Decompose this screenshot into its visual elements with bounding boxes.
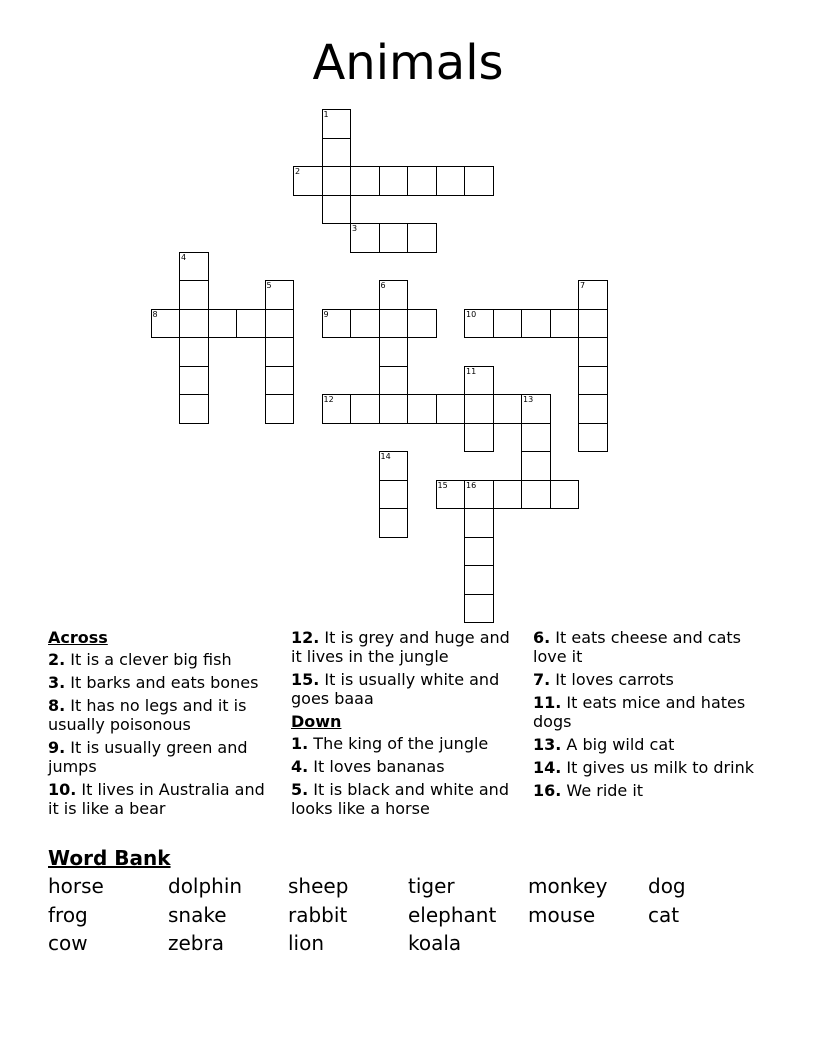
grid-cell[interactable]	[179, 337, 209, 367]
grid-cell[interactable]	[265, 366, 295, 396]
clue-number: 7	[580, 281, 586, 290]
grid-cell[interactable]	[436, 166, 466, 196]
clue-number: 16	[466, 480, 477, 490]
grid-cell[interactable]	[350, 166, 380, 196]
grid-cell[interactable]	[550, 309, 580, 339]
word-bank-item: cat	[648, 903, 680, 927]
grid-cell[interactable]	[521, 480, 551, 510]
grid-cell[interactable]	[179, 309, 209, 339]
down-heading: Down	[291, 712, 342, 731]
word-bank-item: mouse	[528, 903, 596, 927]
grid-cell[interactable]	[265, 394, 295, 424]
grid-cell[interactable]	[322, 195, 352, 225]
clue-item-number: 13.	[533, 735, 562, 754]
clue-item	[48, 738, 270, 776]
grid-cell[interactable]	[379, 309, 409, 339]
clues-column-3	[533, 628, 763, 804]
clue-number: 2	[295, 167, 301, 176]
word-bank-item: cow	[48, 931, 88, 955]
grid-cell[interactable]	[578, 366, 608, 396]
clue-number: 5	[266, 281, 272, 290]
grid-cell[interactable]	[464, 537, 494, 567]
grid-cell[interactable]	[179, 366, 209, 396]
word-bank-item: monkey	[528, 874, 608, 898]
grid-cell[interactable]	[407, 166, 437, 196]
grid-cell[interactable]	[436, 394, 466, 424]
clue-item-text: It is usually white and goes baaa	[291, 670, 500, 708]
clue-number: 6	[380, 281, 386, 290]
clue-number: 10	[466, 309, 477, 319]
across-heading: Across	[48, 628, 108, 647]
page-title: Animals	[312, 35, 504, 91]
grid-cell[interactable]	[265, 309, 295, 339]
clue-item-number: 4.	[291, 757, 309, 776]
word-bank-item: elephant	[408, 903, 497, 927]
clue-item-number: 11.	[533, 693, 562, 712]
clue-number: 11	[466, 366, 477, 376]
grid-cell[interactable]	[407, 309, 437, 339]
clue-item-number: 12.	[291, 628, 320, 647]
clue-item-number: 10.	[48, 780, 77, 799]
clue-item	[533, 758, 763, 777]
clue-item-text: It loves carrots	[550, 670, 674, 689]
grid-cell[interactable]	[179, 280, 209, 310]
grid-cell[interactable]	[464, 565, 494, 595]
clue-item	[48, 696, 270, 734]
grid-cell[interactable]	[379, 337, 409, 367]
grid-cell[interactable]	[521, 423, 551, 453]
grid-cell[interactable]	[322, 166, 352, 196]
clue-item-text: It is a clever big fish	[65, 650, 232, 669]
clue-item	[291, 670, 519, 708]
word-bank-item: frog	[48, 903, 88, 927]
clue-item-number: 8.	[48, 696, 66, 715]
clue-item-number: 16.	[533, 781, 562, 800]
clue-item	[533, 781, 763, 800]
clue-item-text: It loves bananas	[308, 757, 445, 776]
clue-item-number: 14.	[533, 758, 562, 777]
grid-cell[interactable]	[379, 394, 409, 424]
grid-cell[interactable]	[208, 309, 238, 339]
clue-number: 12	[323, 395, 334, 404]
clues-column-2	[291, 628, 519, 822]
clue-item-text: It eats cheese and cats love it	[533, 628, 742, 666]
grid-cell[interactable]	[464, 423, 494, 453]
grid-cell[interactable]	[179, 394, 209, 424]
word-bank-item: horse	[48, 874, 104, 898]
word-bank-item: snake	[168, 903, 227, 927]
clue-item	[533, 693, 763, 731]
word-bank-item: koala	[408, 931, 462, 955]
clue-item-text: It has no legs and it is usually poisonous	[48, 696, 247, 734]
grid-cell[interactable]	[578, 309, 608, 339]
grid-cell[interactable]	[265, 337, 295, 367]
word-bank-item: tiger	[408, 874, 455, 898]
word-bank-item: sheep	[288, 874, 349, 898]
word-bank-item: dog	[648, 874, 686, 898]
grid-cell[interactable]	[464, 508, 494, 538]
clue-item-text: It is grey and huge and it lives in the jungle	[291, 628, 510, 666]
grid-cell[interactable]	[464, 594, 494, 624]
grid-cell[interactable]	[578, 423, 608, 453]
grid-cell[interactable]	[379, 366, 409, 396]
grid-cell[interactable]	[407, 394, 437, 424]
clue-item	[533, 735, 763, 754]
clue-item	[291, 780, 519, 818]
clue-number: 4	[181, 252, 187, 262]
word-bank-item: lion	[288, 931, 325, 955]
clue-number: 8	[152, 309, 158, 319]
clue-item	[533, 670, 763, 689]
clue-item	[48, 673, 270, 692]
grid-cell[interactable]	[578, 394, 608, 424]
clue-item	[48, 650, 270, 669]
grid-cell[interactable]	[550, 480, 580, 510]
clue-number: 13	[523, 395, 534, 404]
clue-number: 15	[437, 480, 448, 490]
word-bank-item: zebra	[168, 931, 224, 955]
clue-item-number: 2.	[48, 650, 66, 669]
grid-cell[interactable]	[379, 166, 409, 196]
clue-item-text: It is black and white and looks like a horse	[291, 780, 509, 818]
clue-item-number: 1.	[291, 734, 309, 753]
clue-item-text: The king of the jungle	[308, 734, 489, 753]
clue-item	[533, 628, 763, 666]
word-bank-title: Word Bank	[48, 846, 171, 870]
grid-cell[interactable]	[493, 309, 523, 339]
clue-item-text: It gives us milk to drink	[561, 758, 754, 777]
clue-item	[291, 734, 519, 753]
clue-item-text: We ride it	[561, 781, 644, 800]
clues-column-1	[48, 628, 270, 822]
grid-cell[interactable]	[236, 309, 266, 339]
grid-cell[interactable]	[379, 480, 409, 510]
grid-cell[interactable]	[350, 394, 380, 424]
clue-item	[291, 757, 519, 776]
clue-item-text: It eats mice and hates dogs	[533, 693, 746, 731]
clue-number: 3	[352, 224, 358, 233]
grid-cell[interactable]	[407, 223, 437, 253]
clue-number: 9	[323, 309, 329, 319]
clue-number: 1	[323, 110, 329, 119]
clue-item-number: 7.	[533, 670, 551, 689]
grid-cell[interactable]	[379, 508, 409, 538]
clue-item-number: 6.	[533, 628, 551, 647]
clue-number: 14	[380, 452, 391, 461]
clue-item-text: It lives in Australia and it is like a bear	[48, 780, 265, 818]
grid-cell[interactable]	[493, 480, 523, 510]
clue-item-number: 3.	[48, 673, 66, 692]
clue-item	[291, 628, 519, 666]
grid-cell[interactable]	[521, 309, 551, 339]
clue-item-text: A big wild cat	[561, 735, 675, 754]
clue-item-number: 9.	[48, 738, 66, 757]
clue-item-text: It barks and eats bones	[65, 673, 259, 692]
grid-cell[interactable]	[493, 394, 523, 424]
grid-cell[interactable]	[464, 394, 494, 424]
clue-item-number: 15.	[291, 670, 320, 689]
grid-cell[interactable]	[322, 138, 352, 168]
clue-item-text: It is usually green and jumps	[48, 738, 248, 776]
clue-item	[48, 780, 270, 818]
clue-item-number: 5.	[291, 780, 309, 799]
grid-cell[interactable]	[578, 337, 608, 367]
grid-cell[interactable]	[464, 166, 494, 196]
word-bank-item: rabbit	[288, 903, 348, 927]
grid-cell[interactable]	[521, 451, 551, 481]
word-bank-item: dolphin	[168, 874, 243, 898]
grid-cell[interactable]	[379, 223, 409, 253]
grid-cell[interactable]	[350, 309, 380, 339]
